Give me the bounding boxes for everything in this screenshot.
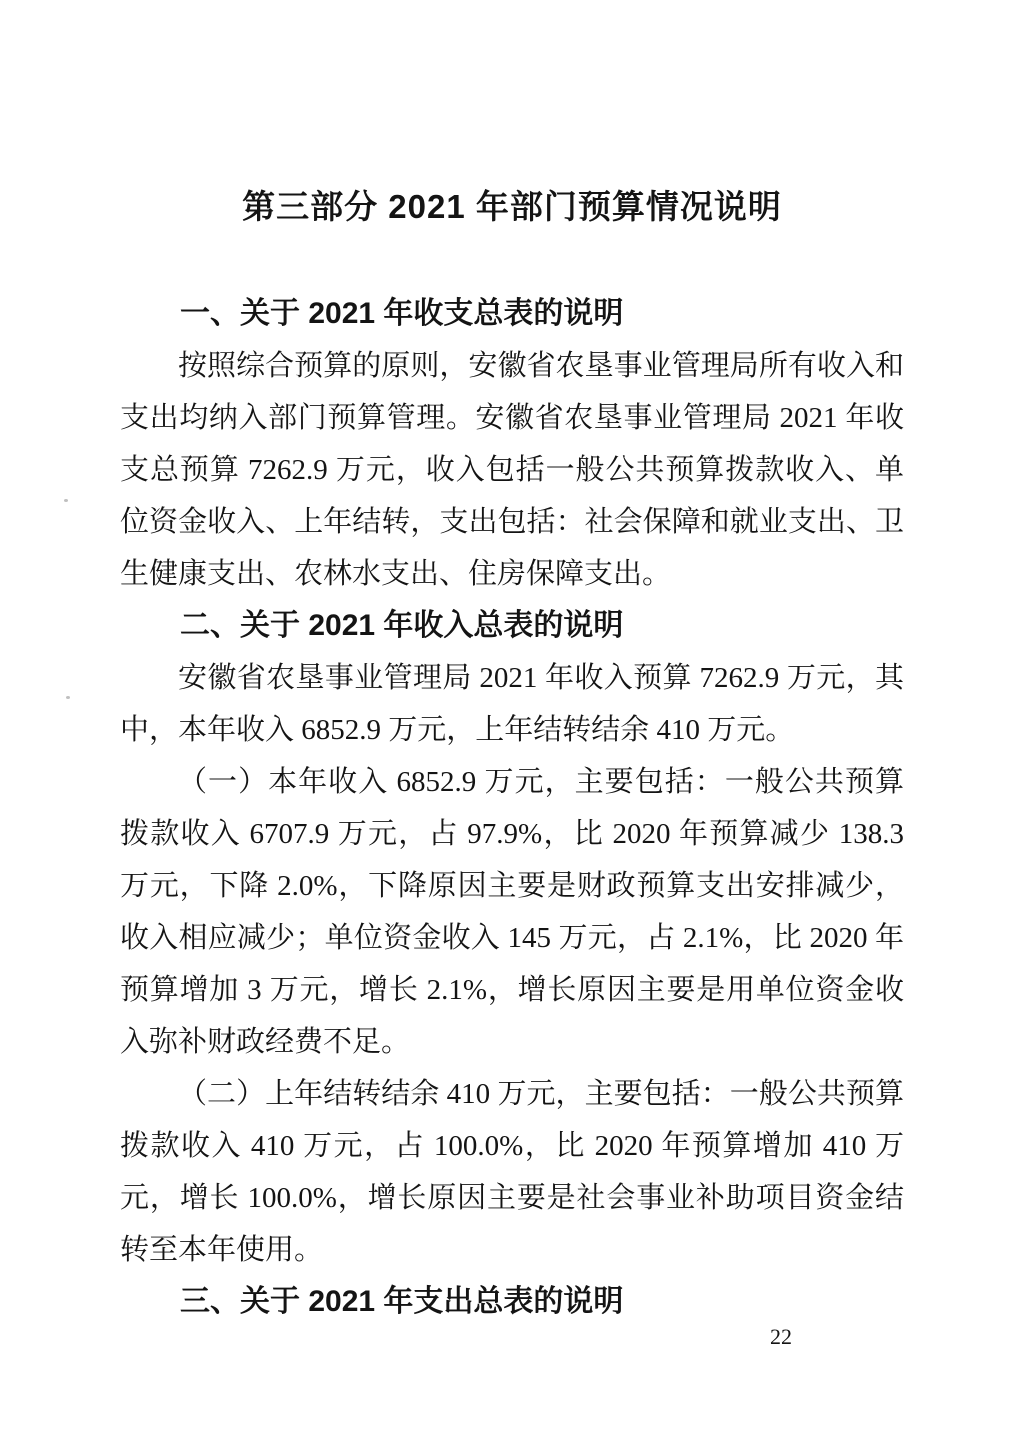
- document-body: [120, 288, 904, 1328]
- section-heading-3: 三、关于 2021 年支出总表的说明: [180, 1285, 624, 1318]
- scan-speck: [64, 499, 68, 502]
- document-title: 第三部分 2021 年部门预算情况说明: [242, 188, 782, 225]
- scan-speck: [66, 696, 70, 699]
- paragraph: 安徽省农垦事业管理局 2021 年收入预算 7262.9 万元，其中，本年收入 6852.9 万元，上年结转结余 410 万元。: [120, 662, 904, 746]
- section-heading-1: 一、关于 2021 年收支总表的说明: [180, 297, 624, 330]
- page-number: 22: [770, 1324, 792, 1349]
- paragraph: （一）本年收入 6852.9 万元，主要包括：一般公共预算拨款收入 6707.9 万元，占 97.9%，比 2020 年预算减少 138.3 万元，下降 2.0%，下降原因主要是财政预算支出安排减少，收入相应减少；单位资金收入 145 万元，占 2.1%，比 2020 年预算增加 3 万元，增长 2.1%，增长原因主要是用单位资金收入弥补财政经费不足。: [120, 766, 904, 1058]
- document-content: [120, 0, 904, 1328]
- paragraph: （二）上年结转结余 410 万元，主要包括：一般公共预算拨款收入 410 万元，占 100.0%，比 2020 年预算增加 410 万元，增长 100.0%，增长原因主要是社会事业补助项目资金结转至本年使用。: [120, 1078, 904, 1266]
- paragraph: 按照综合预算的原则，安徽省农垦事业管理局所有收入和支出均纳入部门预算管理。安徽省农垦事业管理局 2021 年收支总预算 7262.9 万元，收入包括一般公共预算拨款收入、单位资金收入、上年结转，支出包括：社会保障和就业支出、卫生健康支出、农林水支出、住房保障支出。: [120, 350, 904, 590]
- section-heading-2: 二、关于 2021 年收入总表的说明: [180, 609, 624, 642]
